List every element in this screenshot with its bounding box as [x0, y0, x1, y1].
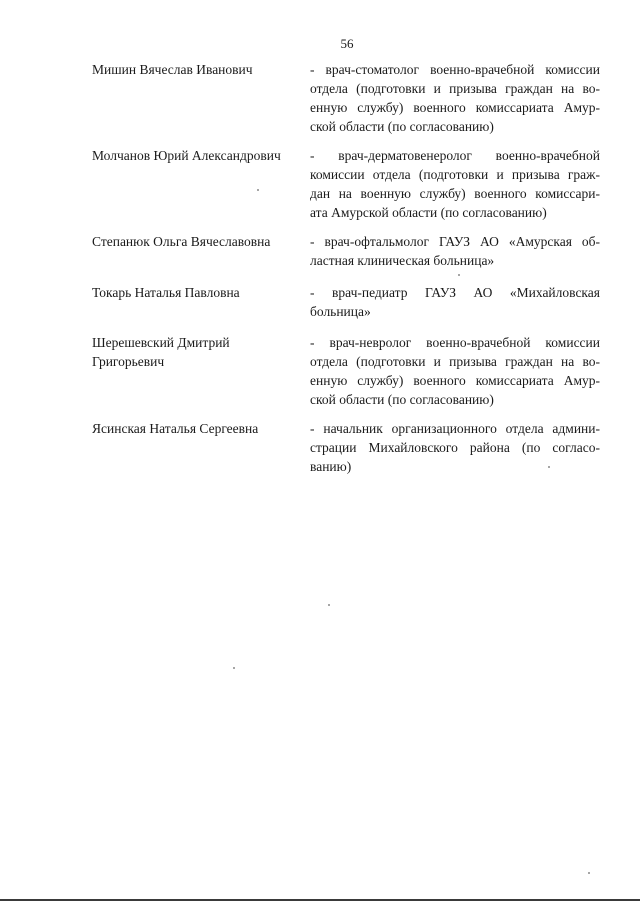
role-line: - врач-офтальмолог ГАУЗ АО «Амурская об-	[310, 234, 600, 249]
page-number: 56	[340, 36, 354, 51]
member-name-line: Григорьевич	[92, 354, 165, 369]
role-line: ской области (по согласованию)	[310, 392, 494, 407]
role-line: - врач-дерматовенеролог военно-врачебной	[310, 148, 600, 163]
scan-speck	[233, 667, 235, 669]
member-entry	[92, 232, 604, 283]
role-line: страции Михайловского района (по согласо-	[310, 440, 600, 455]
member-role	[310, 60, 600, 136]
member-name: Мишин Вячеслав Иванович	[92, 62, 253, 77]
scan-speck	[257, 189, 259, 191]
member-name: Ясинская Наталья Сергеевна	[92, 421, 259, 436]
member-entry	[92, 419, 604, 479]
member-role	[310, 146, 600, 222]
member-entry	[92, 333, 604, 419]
member-name	[92, 333, 297, 371]
role-line: - врач-стоматолог военно-врачебной комиссии	[310, 62, 600, 77]
member-name-line: Шерешевский Дмитрий	[92, 335, 230, 350]
member-name: Молчанов Юрий Александрович	[92, 148, 281, 163]
role-line: отдела (подготовки и призыва граждан на во-	[310, 354, 600, 369]
role-line: - врач-невролог военно-врачебной комиссии	[310, 335, 600, 350]
member-name: Токарь Наталья Павловна	[92, 285, 240, 300]
member-name: Степанюк Ольга Вячеславовна	[92, 234, 271, 249]
scan-speck	[328, 604, 330, 606]
role-line: ванию)	[310, 459, 352, 474]
role-line: дан на военную службу) военного комиссари-	[310, 186, 600, 201]
role-line: - начальник организационного отдела админи-	[310, 421, 600, 436]
scan-bottom-edge	[0, 899, 640, 901]
member-role	[310, 232, 600, 270]
role-line: больница»	[310, 304, 371, 319]
role-line: ата Амурской области (по согласованию)	[310, 205, 547, 220]
role-line: - врач-педиатр ГАУЗ АО «Михайловская	[310, 285, 600, 300]
role-line: ластная клиническая больница»	[310, 253, 495, 268]
role-line: ской области (по согласованию)	[310, 119, 494, 134]
commission-members-list	[92, 60, 604, 479]
member-entry	[92, 283, 604, 333]
scan-speck	[458, 274, 460, 276]
role-line: комиссии отдела (подготовки и призыва граж-	[310, 167, 600, 182]
member-role	[310, 283, 600, 321]
member-role	[310, 419, 600, 476]
member-entry	[92, 60, 604, 146]
member-role	[310, 333, 600, 409]
scan-speck	[548, 466, 550, 468]
member-entry	[92, 146, 604, 232]
role-line: отдела (подготовки и призыва граждан на во-	[310, 81, 600, 96]
role-line: енную службу) военного комиссариата Амур-	[310, 100, 600, 115]
scan-speck	[588, 872, 590, 874]
role-line: енную службу) военного комиссариата Амур-	[310, 373, 600, 388]
